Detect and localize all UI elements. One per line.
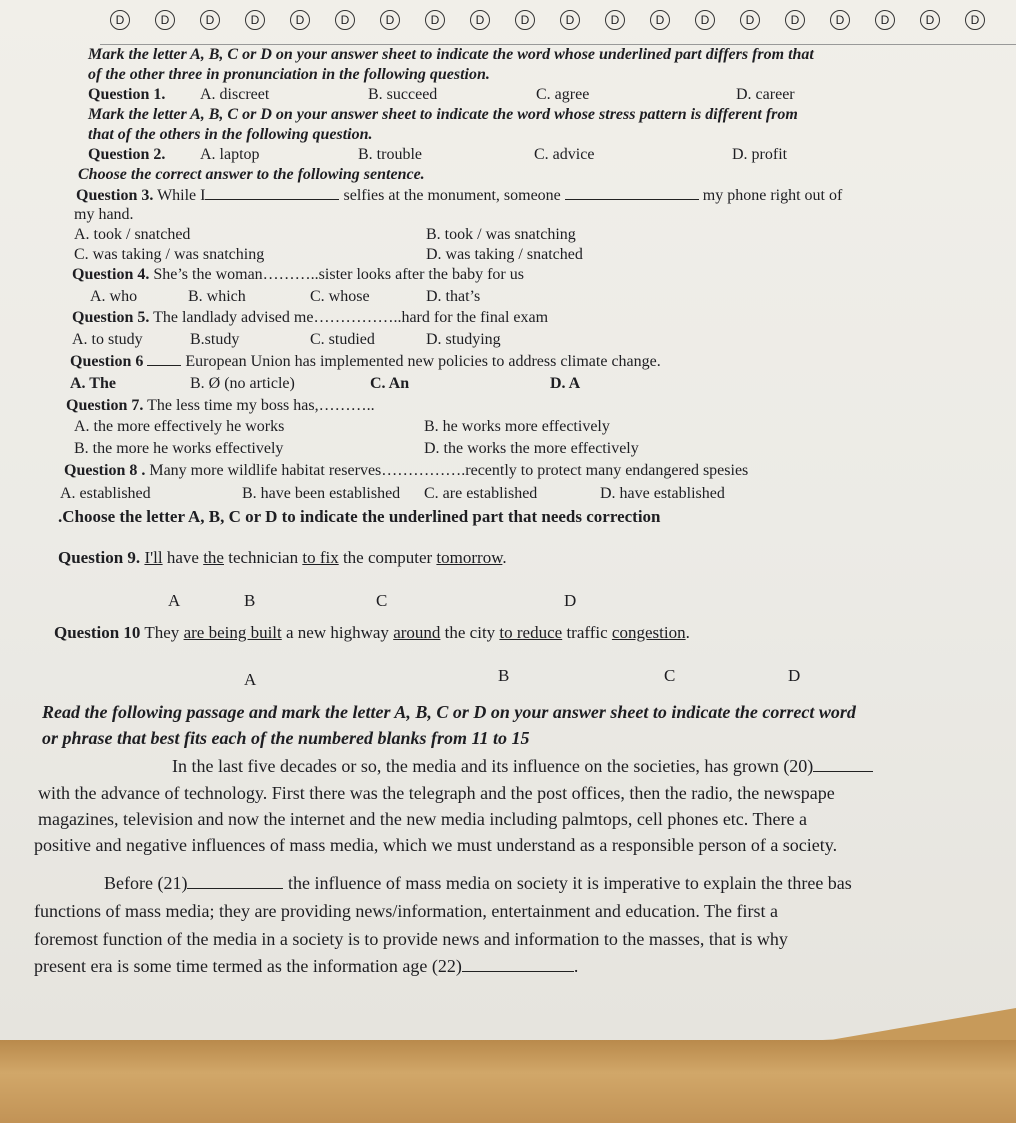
q2-option-d: D. profit: [732, 146, 788, 163]
q10-text-2: the city: [440, 623, 500, 642]
answer-bubble[interactable]: D: [650, 10, 670, 30]
answer-bubble[interactable]: D: [155, 10, 175, 30]
q6-option-a: A. The: [70, 375, 116, 392]
answer-bubble[interactable]: D: [695, 10, 715, 30]
answer-bubble[interactable]: D: [920, 10, 940, 30]
q8-option-b: B. have been established: [242, 485, 401, 502]
q6-blank[interactable]: [147, 353, 181, 366]
q2-option-b: B. trouble: [358, 146, 422, 163]
answer-bubble[interactable]: D: [785, 10, 805, 30]
section1-instruction-line2: of the other three in pronunciation in the following question.: [88, 66, 490, 83]
q10-underlined-d[interactable]: congestion: [611, 623, 686, 642]
answer-bubble[interactable]: D: [245, 10, 265, 30]
section4-instruction: .Choose the letter A, B, C or D to indicate the underlined part that needs correction: [58, 507, 661, 526]
q5-option-d: D. studying: [426, 331, 501, 348]
q10-label: Question 10: [54, 623, 141, 642]
q5-text: The landlady advised me……………..hard for the final exam: [153, 309, 549, 326]
q4-option-c: C. whose: [310, 288, 370, 305]
q9-underlined-d[interactable]: tomorrow: [436, 548, 503, 567]
answer-bubble[interactable]: D: [740, 10, 760, 30]
q6-option-c: C. An: [370, 375, 410, 392]
answer-bubble[interactable]: D: [965, 10, 985, 30]
q3-blank-2[interactable]: [565, 187, 699, 200]
q2-option-c: C. advice: [534, 146, 595, 163]
q2-label: Question 2.: [88, 146, 166, 163]
q3-option-d: D. was taking / snatched: [426, 246, 583, 263]
answer-bubble[interactable]: D: [200, 10, 220, 30]
q5-option-b: B.study: [190, 331, 240, 348]
answer-bubble[interactable]: D: [515, 10, 535, 30]
passage-p2-line3: foremost function of the media in a society is to provide news and information to the masses, that is why: [34, 929, 788, 949]
answer-bubble[interactable]: D: [830, 10, 850, 30]
answer-bubble[interactable]: D: [290, 10, 310, 30]
q9-text-1: have: [162, 548, 204, 567]
answer-bubble[interactable]: D: [560, 10, 580, 30]
section2-instruction-line2: that of the others in the following question.: [88, 126, 373, 143]
q6-text: European Union has implemented new policies to address climate change.: [185, 353, 661, 370]
q3-option-a: A. took / snatched: [74, 226, 191, 243]
q5-option-a: A. to study: [72, 331, 143, 348]
q10-text-3: traffic: [562, 623, 612, 642]
q3-text-line2: my hand.: [74, 206, 134, 223]
passage-p2-line2: functions of mass media; they are providing news/information, entertainment and education. The first a: [34, 901, 778, 921]
q7-label: Question 7.: [66, 397, 144, 414]
q9-sentence: [58, 548, 507, 568]
q6-stem: [70, 353, 661, 371]
q3-option-b: B. took / was snatching: [426, 226, 576, 243]
q9-text-3: the computer: [338, 548, 437, 567]
q9-marker-d: D: [564, 591, 577, 610]
q1-option-b: B. succeed: [368, 86, 438, 103]
passage-p1-line3: magazines, television and now the internet and the new media including palmtops, cell phones etc. There a: [38, 809, 807, 829]
q8-label: Question 8 .: [64, 462, 146, 479]
section1-instruction-line1: Mark the letter A, B, C or D on your answer sheet to indicate the word whose underlined part differs from that: [88, 46, 814, 63]
passage-p2-line4-end: .: [573, 956, 579, 976]
q4-stem: [72, 266, 524, 284]
answer-bubble[interactable]: D: [425, 10, 445, 30]
q8-stem: [64, 462, 748, 480]
q10-underlined-b[interactable]: around: [393, 623, 441, 642]
passage-p2-line4-text: present era is some time termed as the information age (22): [34, 956, 462, 976]
q9-text-4: .: [502, 548, 507, 567]
q8-option-c: C. are established: [424, 485, 538, 502]
q10-underlined-a[interactable]: are being built: [183, 623, 282, 642]
q7-option-c: B. the more he works effectively: [74, 440, 284, 457]
q9-marker-a: A: [168, 591, 181, 610]
section2-instruction-line1: Mark the letter A, B, C or D on your answer sheet to indicate the word whose stress pattern is different from: [88, 106, 798, 123]
q7-option-a: A. the more effectively he works: [74, 418, 285, 435]
section3-instruction: Choose the correct answer to the following sentence.: [78, 166, 425, 183]
answer-bubble[interactable]: D: [470, 10, 490, 30]
q7-text: The less time my boss has,………..: [147, 397, 375, 414]
q4-option-b: B. which: [188, 288, 246, 305]
passage-p2-line1: [104, 873, 852, 894]
wooden-table: [0, 1040, 1016, 1123]
passage-p2-line4: [34, 956, 578, 977]
q10-marker-d: D: [788, 666, 801, 685]
q10-sentence: [54, 623, 690, 643]
q6-option-d: D. A: [550, 375, 581, 392]
q3-text-part3: my phone right out of: [702, 187, 843, 204]
q9-underlined-b[interactable]: the: [203, 548, 224, 567]
q3-text-part1: While I: [157, 187, 206, 204]
answer-bubble-row: [100, 0, 1016, 45]
q8-option-d: D. have established: [600, 485, 725, 502]
q4-option-d: D. that’s: [426, 288, 481, 305]
q5-stem: [72, 309, 548, 327]
q9-underlined-a[interactable]: I'll: [144, 548, 163, 567]
q1-label: Question 1.: [88, 86, 166, 103]
q6-option-b-text: B. Ø (no article): [190, 375, 295, 392]
blank-21[interactable]: [187, 876, 283, 889]
q1-option-a: A. discreet: [200, 86, 270, 103]
q3-stem: [76, 187, 842, 205]
answer-bubble[interactable]: D: [875, 10, 895, 30]
q10-marker-a: A: [244, 670, 257, 689]
q10-marker-c: C: [664, 666, 676, 685]
q1-option-c: C. agree: [536, 86, 590, 103]
q3-option-c: C. was taking / was snatching: [74, 246, 265, 263]
answer-bubble[interactable]: D: [335, 10, 355, 30]
q7-stem: [66, 397, 375, 415]
passage-p2-line1-end: the influence of mass media on society it is imperative to explain the three bas: [287, 873, 852, 893]
q8-option-a: A. established: [60, 485, 151, 502]
q1-option-d: D. career: [736, 86, 795, 103]
q4-text: She’s the woman………..sister looks after the baby for us: [153, 266, 524, 283]
passage-p2-line1-start: Before (21): [104, 873, 188, 893]
q7-option-b: B. he works more effectively: [424, 418, 610, 435]
passage-p1-line4: positive and negative influences of mass media, which we must understand as a responsible person of a society.: [34, 835, 838, 855]
q10-marker-b: B: [498, 666, 510, 685]
q2-option-a: A. laptop: [200, 146, 260, 163]
q10-text-4: .: [685, 623, 690, 642]
q4-label: Question 4.: [72, 266, 150, 283]
q8-text: Many more wildlife habitat reserves…………….recently to protect many endangered spesies: [149, 462, 749, 479]
q6-option-b: [190, 375, 295, 393]
q10-underlined-c[interactable]: to reduce: [499, 623, 563, 642]
passage-p1-line1: [172, 756, 873, 777]
section5-instruction-line2: or phrase that best fits each of the numbered blanks from 11 to 15: [42, 728, 530, 748]
section5-instruction-line1: Read the following passage and mark the letter A, B, C or D on your answer sheet to indicate the correct word: [42, 702, 856, 722]
blank-20[interactable]: [813, 759, 873, 772]
q5-option-c: C. studied: [310, 331, 375, 348]
blank-22[interactable]: [462, 959, 574, 972]
q7-option-d: D. the works the more effectively: [424, 440, 639, 457]
q9-underlined-c[interactable]: to fix: [302, 548, 339, 567]
q4-option-a: A. who: [90, 288, 138, 305]
passage-p1-line2: with the advance of technology. First there was the telegraph and the post offices, then the radio, the newspape: [38, 783, 835, 803]
answer-bubble[interactable]: D: [110, 10, 130, 30]
answer-bubble[interactable]: D: [605, 10, 625, 30]
q9-text-2: technician: [223, 548, 303, 567]
q9-label: Question 9.: [58, 548, 141, 567]
q3-blank-1[interactable]: [205, 187, 339, 200]
passage-p1-line1-text: In the last five decades or so, the media and its influence on the societies, has grown (20): [172, 756, 814, 776]
q10-text-1: a new highway: [281, 623, 394, 642]
q9-marker-b: B: [244, 591, 256, 610]
answer-bubble[interactable]: D: [380, 10, 400, 30]
q9-marker-c: C: [376, 591, 388, 610]
q5-label: Question 5.: [72, 309, 150, 326]
q3-text-part2: selfies at the monument, someone: [343, 187, 561, 204]
q3-label: Question 3.: [76, 187, 154, 204]
q10-text-0: They: [140, 623, 184, 642]
q6-label: Question 6: [70, 353, 144, 370]
